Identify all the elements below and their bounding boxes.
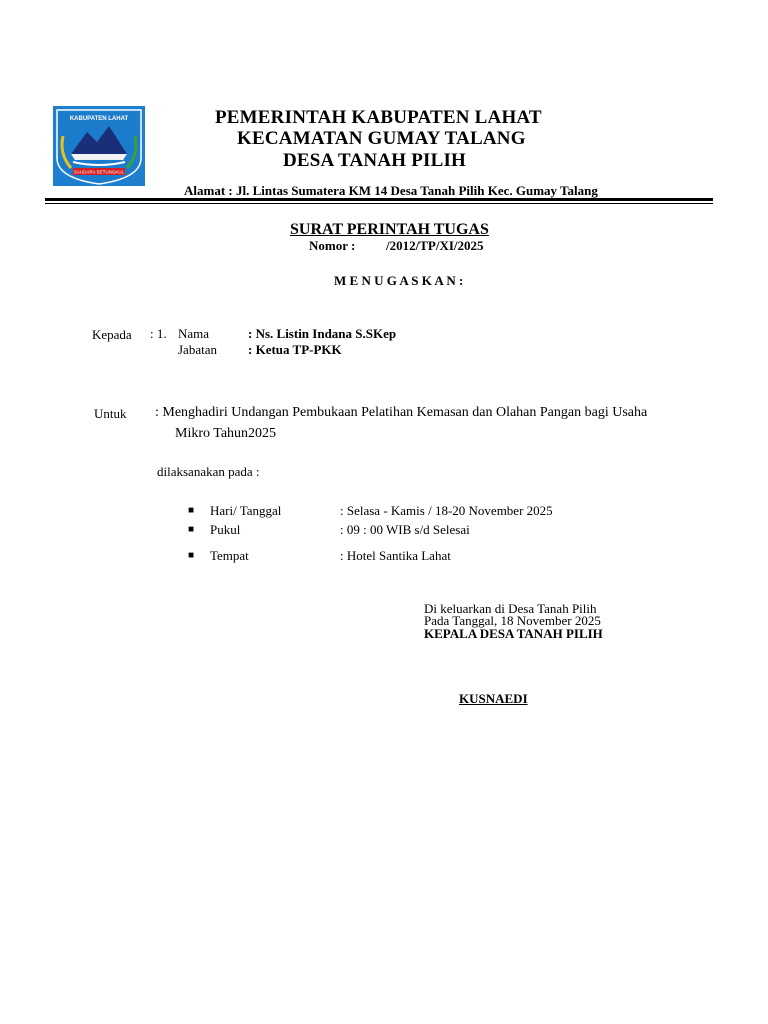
- untuk-line-2: Mikro Tahun2025: [175, 426, 277, 441]
- header-divider-thin: [45, 203, 713, 204]
- header-district: KECAMATAN GUMAY TALANG: [237, 128, 526, 149]
- schedule-place-value: : Hotel Santika Lahat: [340, 548, 451, 563]
- position-label: Jabatan: [178, 342, 217, 357]
- signatory-position: KEPALA DESA TANAH PILIH: [424, 626, 603, 641]
- kepada-label: Kepada: [92, 327, 132, 342]
- list-bullet: ■: [188, 524, 195, 535]
- regency-logo: [53, 106, 145, 186]
- letter-title: SURAT PERINTAH TUGAS: [290, 221, 489, 238]
- list-bullet: ■: [188, 505, 195, 516]
- schedule-day-label: Hari/ Tanggal: [210, 503, 282, 518]
- schedule-day-value: : Selasa - Kamis / 18-20 November 2025: [340, 503, 553, 518]
- schedule-place-label: Tempat: [210, 548, 249, 563]
- header-village: DESA TANAH PILIH: [283, 150, 467, 171]
- header-divider-thick: [45, 198, 713, 201]
- issued-date: Pada Tanggal, 18 November 2025: [424, 613, 601, 628]
- name-label: Nama: [178, 326, 210, 341]
- logo-ribbon-text: SAUDARA BETUNGKUL: [73, 169, 125, 175]
- name-value: : Ns. Listin Indana S.SKep: [248, 326, 397, 341]
- schedule-time-value: : 09 : 00 WIB s/d Selesai: [340, 522, 470, 537]
- untuk-label: Untuk: [94, 406, 127, 421]
- position-value: : Ketua TP-PKK: [248, 342, 342, 357]
- header-government: PEMERINTAH KABUPATEN LAHAT: [215, 107, 542, 128]
- issued-at: Di keluarkan di Desa Tanah Pilih: [424, 601, 597, 616]
- list-bullet: ■: [188, 550, 195, 561]
- signatory-name: KUSNAEDI: [459, 691, 528, 706]
- untuk-line-1: : Menghadiri Undangan Pembukaan Pelatihan Kemasan dan Olahan Pangan bagi Usaha: [155, 405, 648, 420]
- header-address: Alamat : Jl. Lintas Sumatera KM 14 Desa Tanah Pilih Kec. Gumay Talang: [184, 183, 598, 198]
- pelaksanaan-intro: dilaksanakan pada :: [157, 464, 260, 479]
- letter-number-value: /2012/TP/XI/2025: [386, 238, 484, 253]
- menugaskan-heading: M E N U G A S K A N :: [334, 273, 464, 288]
- letter-number-label: Nomor :: [309, 238, 356, 253]
- kepada-index: : 1.: [150, 326, 167, 341]
- schedule-time-label: Pukul: [210, 522, 241, 537]
- logo-top-text: KABUPATEN LAHAT: [69, 116, 129, 122]
